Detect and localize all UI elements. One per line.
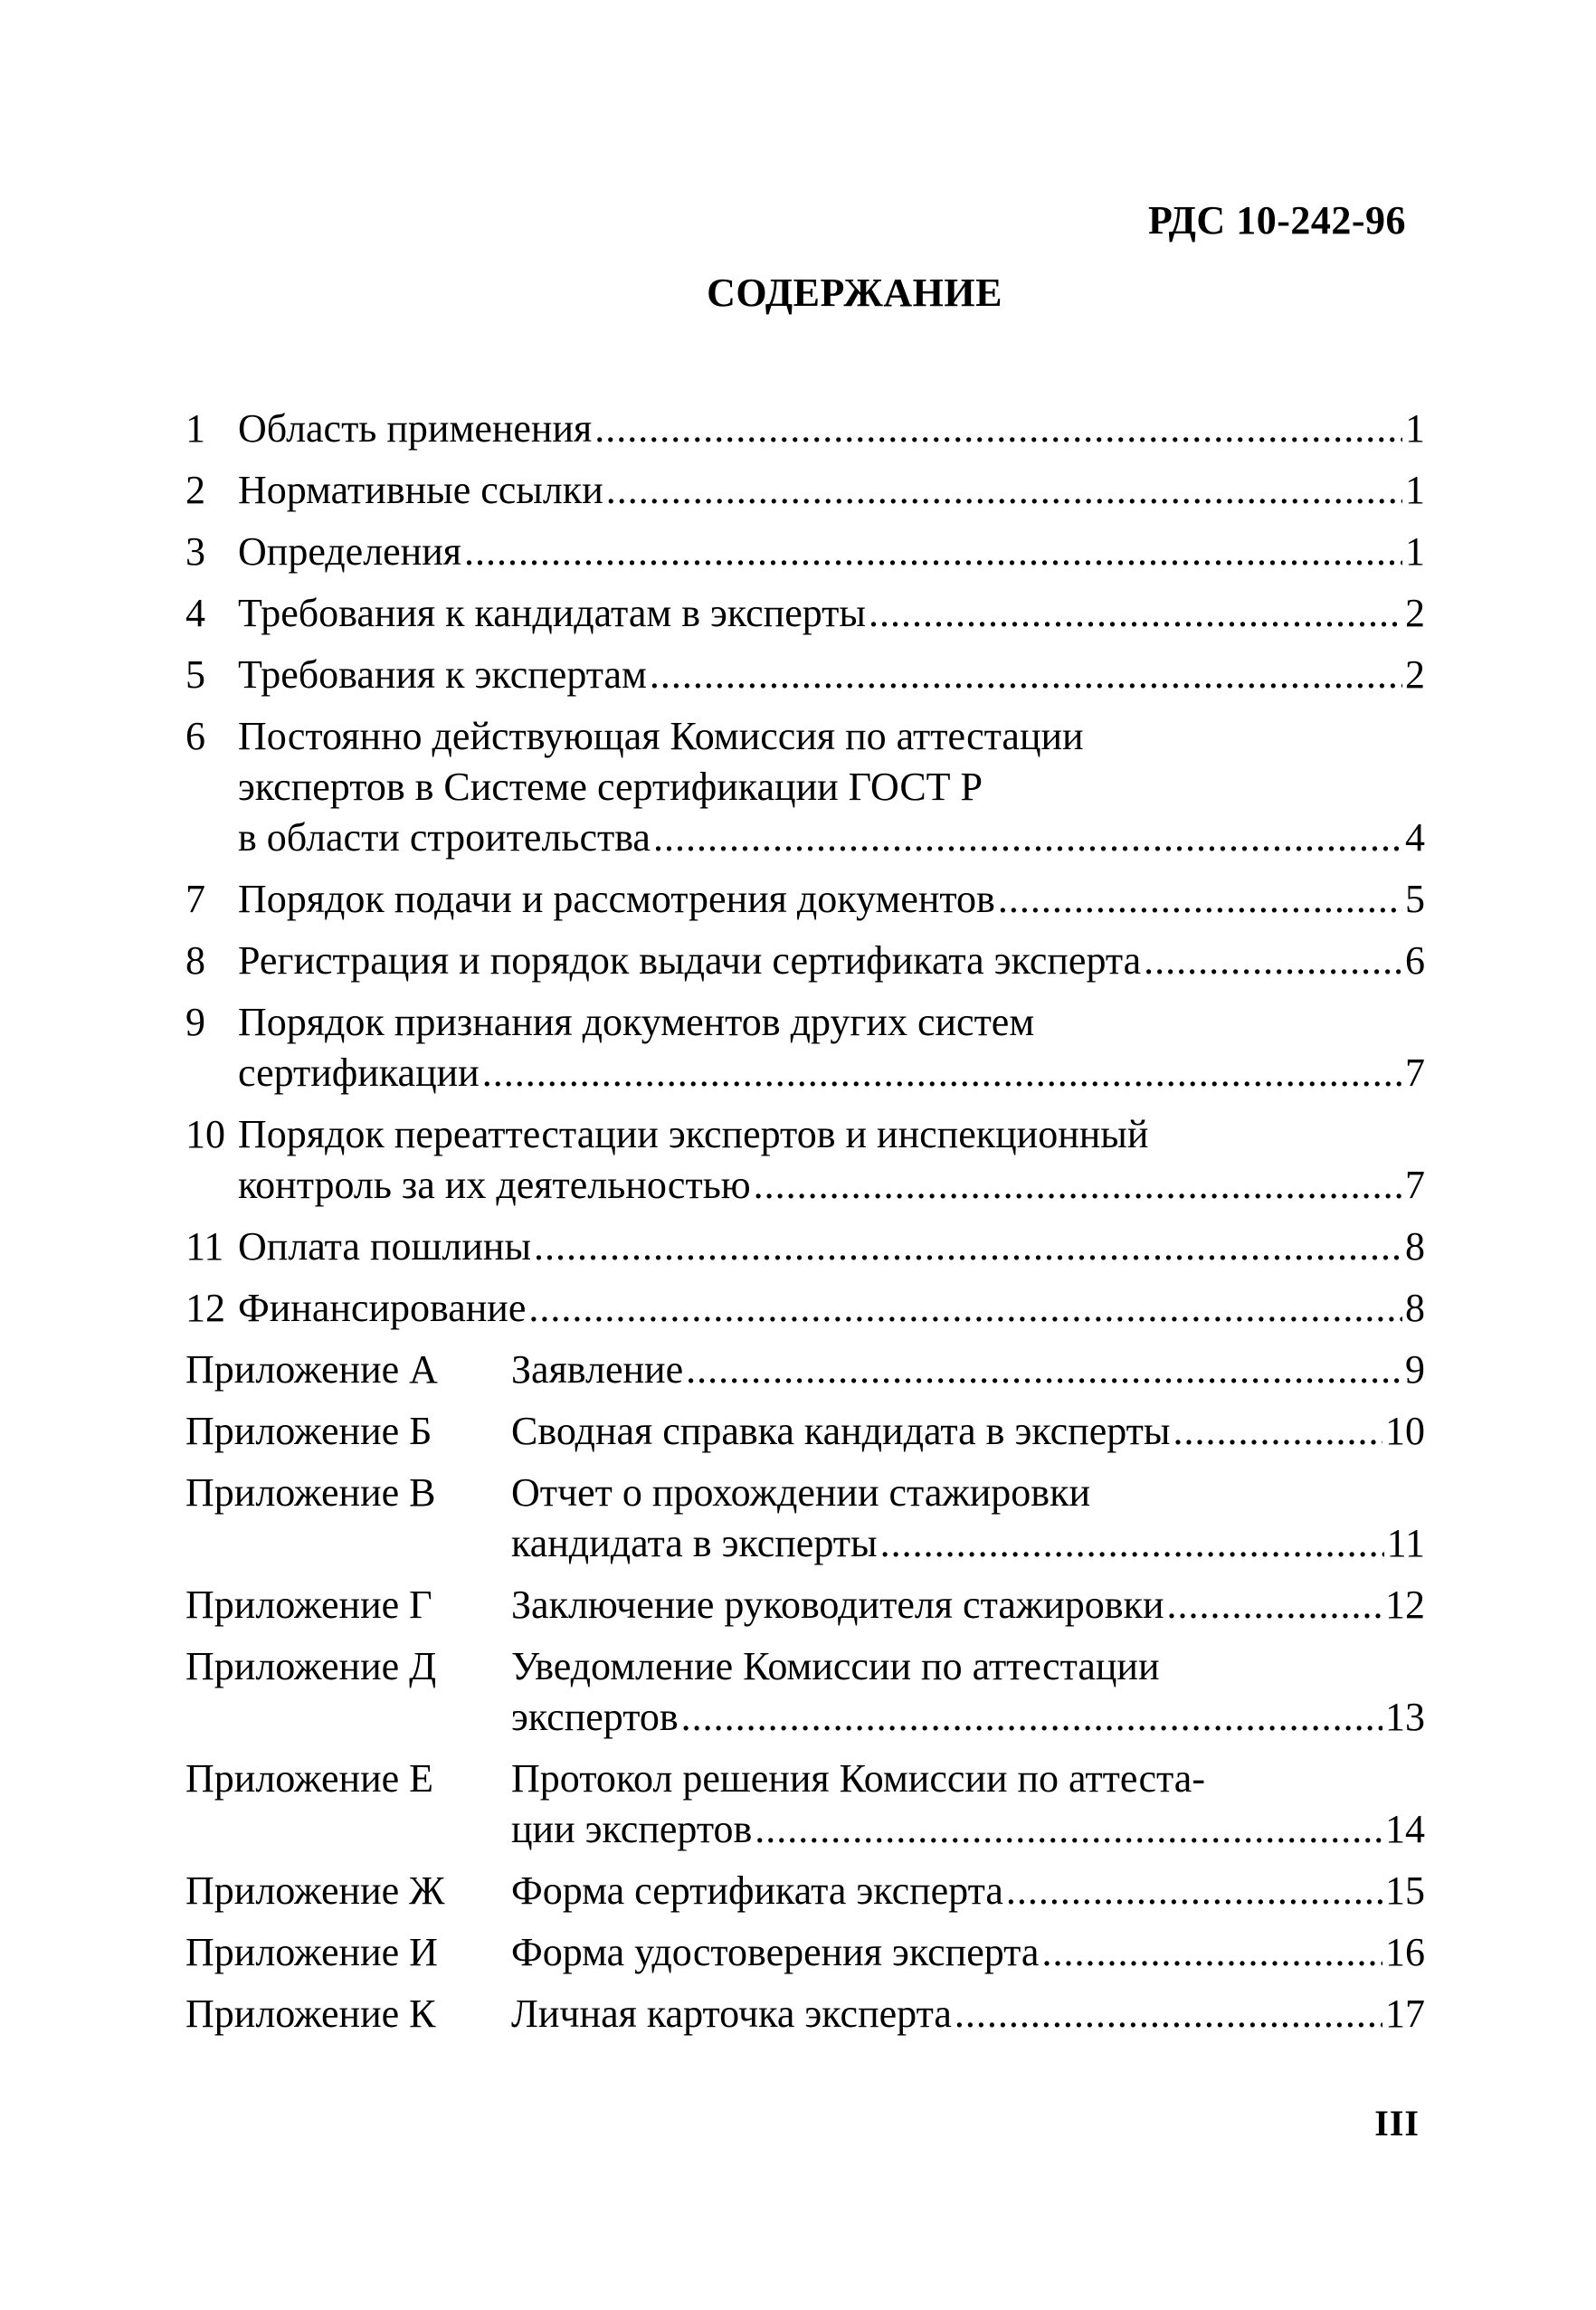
entry-body	[511, 1989, 1425, 2039]
entry-title-line: экспертов в Системе сертификации ГОСТ Р	[238, 765, 983, 809]
entry-body	[511, 1345, 1425, 1395]
entry-title-line: Отчет о прохождении стажировки	[511, 1470, 1090, 1515]
entry-last-line	[238, 936, 1425, 986]
entry-body	[511, 1580, 1425, 1630]
toc-appendix-entry	[185, 1754, 1425, 1855]
entry-last-line	[511, 1804, 1425, 1855]
toc-appendix-entry	[185, 1406, 1425, 1457]
document-code: РДС 10-242-96	[1147, 198, 1406, 242]
toc-appendix-entry	[185, 1989, 1425, 2039]
section-number: 8	[185, 938, 205, 983]
entry-last-line	[238, 813, 1425, 863]
entry-page-number: 14	[1385, 1807, 1425, 1851]
dot-leader	[755, 1804, 1382, 1855]
toc-section-entry	[185, 874, 1425, 925]
entry-title: Финансирование	[238, 1286, 527, 1330]
page-number: III	[1374, 2103, 1420, 2144]
dot-leader	[754, 1160, 1402, 1211]
entry-page-number: 16	[1385, 1930, 1425, 1974]
dot-leader	[1167, 1580, 1382, 1630]
entry-last-line	[238, 1160, 1425, 1211]
toc-appendix-entry	[185, 1866, 1425, 1916]
dot-leader	[869, 588, 1402, 639]
toc-section-entry	[185, 465, 1425, 516]
toc-section-entry	[185, 1283, 1425, 1334]
entry-page-number: 13	[1385, 1695, 1425, 1739]
page-title: СОДЕРЖАНИЕ	[707, 271, 1002, 315]
entry-last-line	[511, 1580, 1425, 1630]
toc-appendix-entry	[185, 1345, 1425, 1395]
entry-title-line: Уведомление Комиссии по аттестации	[511, 1644, 1160, 1688]
appendix-label: Приложение И	[185, 1930, 438, 1974]
appendix-label: Приложение Е	[185, 1756, 434, 1801]
entry-page-number: 8	[1405, 1286, 1425, 1330]
entry-body	[238, 404, 1425, 454]
toc-appendix-entry	[185, 1641, 1425, 1743]
section-number: 4	[185, 591, 205, 635]
entry-page-number: 7	[1405, 1050, 1425, 1095]
toc-section-entry	[185, 588, 1425, 639]
section-number: 7	[185, 877, 205, 921]
toc-section-entry	[185, 997, 1425, 1098]
entry-title: Нормативные ссылки	[238, 468, 603, 512]
section-number: 5	[185, 652, 205, 697]
entry-body	[511, 1641, 1425, 1743]
entry-body	[511, 1754, 1425, 1855]
entry-title-line: Протокол решения Комиссии по аттеста-	[511, 1756, 1205, 1801]
section-number: 6	[185, 714, 205, 758]
entry-body	[238, 1222, 1425, 1272]
entry-page-number: 8	[1405, 1224, 1425, 1269]
dot-leader	[650, 650, 1402, 700]
entry-title: Регистрация и порядок выдачи сертификата эксперта	[238, 938, 1142, 983]
dot-leader	[1006, 1866, 1382, 1916]
toc-appendix-entry	[185, 1580, 1425, 1630]
entry-page-number: 2	[1405, 652, 1425, 697]
section-number: 12	[185, 1286, 225, 1330]
entry-title-line: Постоянно действующая Комиссия по аттестации	[238, 714, 1084, 758]
entry-page-number: 11	[1386, 1521, 1425, 1565]
entry-page-number: 1	[1405, 468, 1425, 512]
dot-leader	[1041, 1927, 1382, 1978]
table-of-contents	[185, 404, 1425, 2050]
entry-title: Порядок подачи и рассмотрения документов	[238, 877, 995, 921]
toc-section-entry	[185, 650, 1425, 700]
entry-body	[238, 1283, 1425, 1334]
entry-title: Область применения	[238, 406, 593, 451]
entry-title: Определения	[238, 529, 462, 574]
appendix-label: Приложение Б	[185, 1409, 432, 1453]
entry-page-number: 15	[1385, 1868, 1425, 1913]
dot-leader	[998, 874, 1402, 925]
entry-page-number: 17	[1385, 1992, 1425, 2036]
entry-title: контроль за их деятельностью	[238, 1163, 751, 1207]
entry-title: Заявление	[511, 1347, 684, 1392]
dot-leader	[1144, 936, 1402, 986]
toc-appendix-entry	[185, 1468, 1425, 1569]
entry-body	[511, 1468, 1425, 1569]
entry-title: Форма удостоверения эксперта	[511, 1930, 1040, 1974]
entry-title: кандидата в эксперты	[511, 1521, 878, 1565]
entry-page-number: 1	[1405, 406, 1425, 451]
appendix-label: Приложение Ж	[185, 1868, 445, 1913]
toc-appendices	[185, 1345, 1425, 2039]
appendix-label: Приложение К	[185, 1992, 436, 2036]
entry-body	[238, 711, 1425, 863]
entry-last-line	[238, 404, 1425, 454]
entry-body	[238, 1109, 1425, 1211]
entry-last-line	[238, 588, 1425, 639]
dot-leader	[594, 404, 1402, 454]
entry-page-number: 10	[1385, 1409, 1425, 1453]
dot-leader	[955, 1989, 1382, 2039]
section-number: 3	[185, 529, 205, 574]
toc-section-entry	[185, 527, 1425, 577]
entry-page-number: 9	[1405, 1347, 1425, 1392]
entry-body	[238, 936, 1425, 986]
entry-body	[238, 997, 1425, 1098]
entry-page-number: 7	[1405, 1163, 1425, 1207]
entry-body	[511, 1866, 1425, 1916]
entry-title: в области строительства	[238, 815, 651, 860]
section-number: 10	[185, 1112, 225, 1156]
dot-leader	[653, 813, 1402, 863]
section-number: 2	[185, 468, 205, 512]
entry-title-line: Порядок признания документов других систем	[238, 1000, 1035, 1044]
entry-last-line	[238, 1048, 1425, 1098]
dot-leader	[1173, 1406, 1382, 1457]
entry-page-number: 5	[1405, 877, 1425, 921]
entry-page-number: 1	[1405, 529, 1425, 574]
entry-page-number: 2	[1405, 591, 1425, 635]
appendix-label: Приложение А	[185, 1347, 438, 1392]
toc-appendix-entry	[185, 1927, 1425, 1978]
dot-leader	[880, 1518, 1384, 1569]
dot-leader	[606, 465, 1402, 516]
entry-body	[511, 1406, 1425, 1457]
entry-last-line	[238, 1283, 1425, 1334]
entry-title: Форма сертификата эксперта	[511, 1868, 1003, 1913]
toc-sections	[185, 404, 1425, 1334]
toc-section-entry	[185, 1222, 1425, 1272]
entry-last-line	[238, 465, 1425, 516]
dot-leader	[464, 527, 1402, 577]
entry-body	[238, 588, 1425, 639]
entry-last-line	[238, 1222, 1425, 1272]
entry-last-line	[238, 874, 1425, 925]
entry-last-line	[511, 1518, 1425, 1569]
appendix-label: Приложение В	[185, 1470, 436, 1515]
entry-last-line	[511, 1989, 1425, 2039]
toc-section-entry	[185, 404, 1425, 454]
entry-title: Оплата пошлины	[238, 1224, 532, 1269]
entry-title: Личная карточка эксперта	[511, 1992, 952, 2036]
dot-leader	[528, 1283, 1402, 1334]
entry-last-line	[238, 650, 1425, 700]
toc-section-entry	[185, 936, 1425, 986]
entry-title: Требования к экспертам	[238, 652, 647, 697]
toc-section-entry	[185, 711, 1425, 863]
entry-title-line: Порядок переаттестации экспертов и инспекционный	[238, 1112, 1149, 1156]
entry-title: Требования к кандидатам в эксперты	[238, 591, 866, 635]
entry-body	[238, 650, 1425, 700]
entry-title: Заключение руководителя стажировки	[511, 1583, 1164, 1627]
entry-last-line	[511, 1866, 1425, 1916]
section-number: 1	[185, 406, 205, 451]
entry-last-line	[511, 1692, 1425, 1743]
entry-body	[238, 874, 1425, 925]
entry-title: экспертов	[511, 1695, 679, 1739]
entry-body	[238, 465, 1425, 516]
entry-page-number: 12	[1385, 1583, 1425, 1627]
entry-title: сертификации	[238, 1050, 480, 1095]
entry-last-line	[238, 527, 1425, 577]
dot-leader	[534, 1222, 1402, 1272]
dot-leader	[681, 1692, 1382, 1743]
dot-leader	[686, 1345, 1402, 1395]
toc-section-entry	[185, 1109, 1425, 1211]
entry-last-line	[511, 1927, 1425, 1978]
appendix-label: Приложение Д	[185, 1644, 437, 1688]
entry-title: Сводная справка кандидата в эксперты	[511, 1409, 1171, 1453]
entry-body	[238, 527, 1425, 577]
section-number: 11	[185, 1224, 224, 1269]
entry-last-line	[511, 1345, 1425, 1395]
entry-page-number: 6	[1405, 938, 1425, 983]
appendix-label: Приложение Г	[185, 1583, 432, 1627]
entry-title: ции экспертов	[511, 1807, 753, 1851]
entry-last-line	[511, 1406, 1425, 1457]
entry-body	[511, 1927, 1425, 1978]
entry-page-number: 4	[1405, 815, 1425, 860]
dot-leader	[482, 1048, 1402, 1098]
section-number: 9	[185, 1000, 205, 1044]
